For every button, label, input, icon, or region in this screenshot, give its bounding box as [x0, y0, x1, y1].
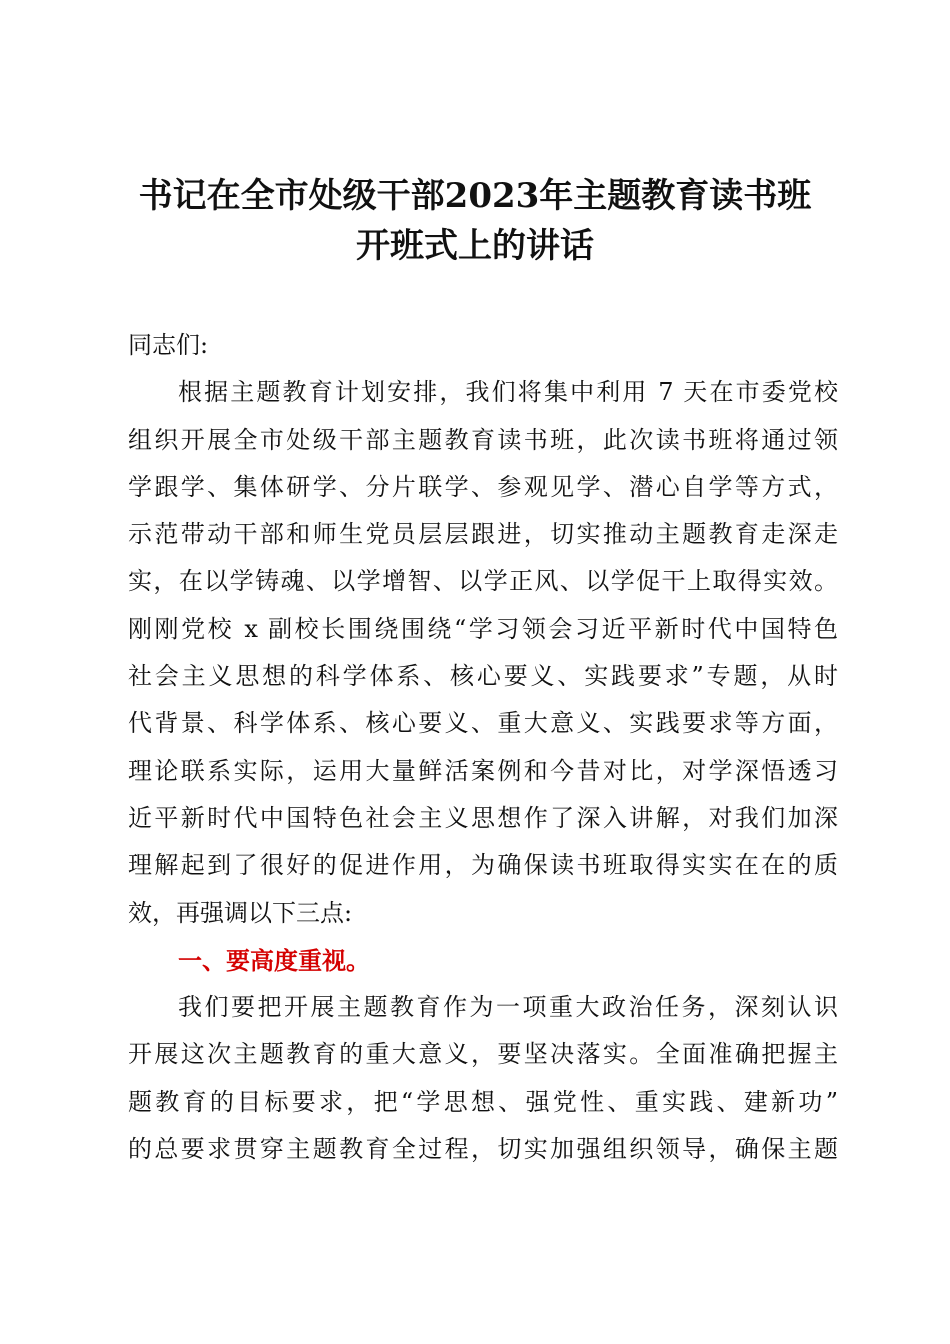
document-body — [128, 322, 838, 1173]
document-title-line-2: 开班式上的讲话 — [356, 226, 594, 266]
paragraph-1-line: 刚刚党校 x 副校长围绕围绕“学习领会习近平新时代中国特色 — [128, 614, 838, 643]
paragraph-1-line: 社会主义思想的科学体系、核心要义、实践要求”专题，从时 — [128, 662, 838, 691]
paragraph-2-line: 开展这次主题教育的重大意义，要坚决落实。全面准确把握主 — [128, 1040, 838, 1069]
paragraph-1-line: 学跟学、集体研学、分片联学、参观见学、潜心自学等方式， — [128, 472, 838, 501]
paragraph-1-line: 实，在以学铸魂、以学增智、以学正风、以学促干上取得实效。 — [128, 567, 838, 596]
document-title-line-1: 书记在全市处级干部2023年主题教育读书班 — [138, 176, 812, 216]
paragraph-1-line: 根据主题教育计划安排，我们将集中利用 7 天在市委党校 — [178, 378, 838, 407]
greeting: 同志们: — [128, 331, 209, 359]
paragraph-2-line: 我们要把开展主题教育作为一项重大政治任务，深刻认识 — [178, 993, 838, 1022]
paragraph-1-line: 代背景、科学体系、核心要义、重大意义、实践要求等方面， — [128, 709, 838, 738]
paragraph-2-line: 的总要求贯穿主题教育全过程，切实加强组织领导，确保主题 — [128, 1135, 838, 1164]
paragraph-1-line: 理解起到了很好的促进作用，为确保读书班取得实实在在的质 — [128, 851, 838, 880]
paragraph-1-line: 近平新时代中国特色社会主义思想作了深入讲解，对我们加深 — [128, 803, 838, 832]
paragraph-1-line: 效，再强调以下三点: — [128, 898, 353, 927]
paragraph-1-line: 组织开展全市处级干部主题教育读书班，此次读书班将通过领 — [128, 425, 838, 454]
paragraph-1-line: 理论联系实际，运用大量鲜活案例和今昔对比，对学深悟透习 — [128, 756, 838, 785]
section-heading-1: 一、要高度重视。 — [178, 945, 370, 975]
paragraph-2-line: 题教育的目标要求，把“学思想、强党性、重实践、建新功” — [128, 1087, 838, 1116]
paragraph-1-line: 示范带动干部和师生党员层层跟进，切实推动主题教育走深走 — [128, 520, 838, 549]
